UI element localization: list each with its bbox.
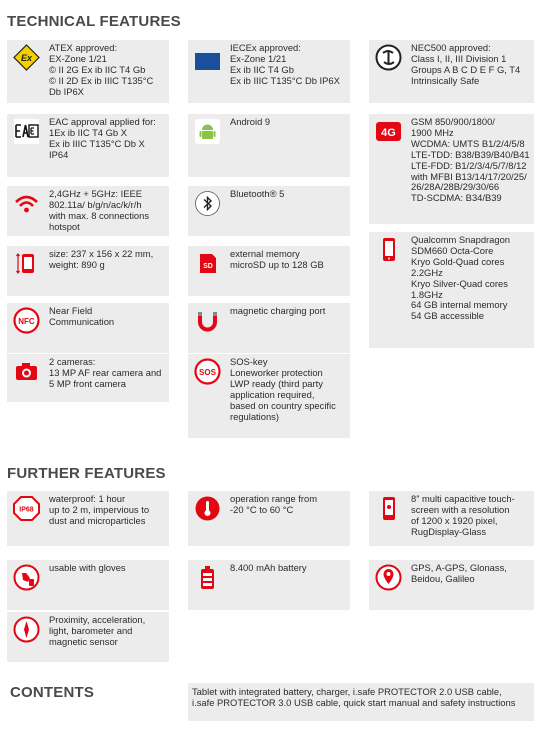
iecex-logo-icon bbox=[194, 44, 221, 71]
technical-feature-text bbox=[49, 43, 165, 98]
technical-feature-card bbox=[7, 186, 169, 236]
technical-feature-line: TD-SCDMA: B34/B39 bbox=[411, 192, 502, 204]
technical-feature-line: EX-Zone 1/21 bbox=[49, 52, 107, 64]
technical-feature-line: 2 cameras: bbox=[49, 356, 96, 367]
technical-feature-card bbox=[7, 354, 169, 402]
technical-feature-card bbox=[188, 114, 350, 177]
technical-feature-line: regulations) bbox=[230, 410, 279, 422]
further-feature-line: of 1200 x 1920 pixel, bbox=[411, 514, 498, 526]
technical-feature-card bbox=[369, 114, 534, 224]
technical-feature-line: hotspot bbox=[49, 220, 80, 232]
technical-feature-text bbox=[230, 249, 346, 271]
android-icon bbox=[194, 118, 221, 145]
technical-feature-text bbox=[411, 235, 530, 322]
further-feature-line: light, barometer and bbox=[49, 624, 133, 636]
technical-feature-line: 1.8GHz bbox=[411, 288, 443, 300]
technical-feature-text bbox=[49, 117, 165, 161]
technical-feature-line: Intrinsically Safe bbox=[411, 74, 480, 86]
technical-feature-line: Kryo Silver-Quad cores bbox=[411, 277, 508, 289]
technical-feature-text bbox=[230, 306, 346, 317]
thermometer-icon bbox=[194, 495, 221, 522]
glove-icon bbox=[13, 564, 40, 591]
technical-feature-card bbox=[188, 303, 350, 353]
further-feature-card bbox=[7, 560, 169, 610]
technical-feature-line: Qualcomm Snapdragon bbox=[411, 234, 511, 245]
further-feature-line: up to 2 m, impervious to bbox=[49, 503, 150, 515]
technical-feature-line: IECEx approved: bbox=[230, 42, 301, 53]
technical-feature-line: 5 MP front camera bbox=[49, 377, 126, 389]
technical-feature-line: 64 GB internal memory bbox=[411, 299, 508, 311]
technical-feature-line: Kryo Gold-Quad cores bbox=[411, 255, 505, 267]
technical-feature-line: 2.2GHz bbox=[411, 266, 443, 278]
further-feature-line: usable with gloves bbox=[49, 562, 126, 573]
technical-feature-line: Ex ib IIC T4 Gb bbox=[230, 63, 294, 75]
svg-text:SD: SD bbox=[203, 263, 213, 270]
camera-icon bbox=[13, 358, 40, 385]
touchscreen-icon bbox=[375, 495, 402, 522]
technical-feature-text bbox=[411, 117, 530, 204]
eac-ex-logo-icon bbox=[13, 118, 40, 145]
technical-feature-card bbox=[188, 354, 350, 438]
technical-feature-line: Loneworker protection bbox=[230, 366, 323, 378]
technical-feature-line: magnetic charging port bbox=[230, 305, 326, 316]
technical-feature-line: SOS-key bbox=[230, 356, 268, 367]
technical-feature-card bbox=[369, 40, 534, 103]
further-feature-text bbox=[49, 563, 165, 574]
further-feature-text bbox=[230, 494, 346, 516]
technical-feature-card bbox=[7, 40, 169, 103]
technical-feature-line: Communication bbox=[49, 315, 115, 327]
technical-feature-card bbox=[188, 40, 350, 103]
technical-feature-line: Bluetooth® 5 bbox=[230, 188, 285, 199]
svg-text:Ex: Ex bbox=[20, 53, 33, 63]
technical-feature-line: 13 MP AF rear camera and bbox=[49, 366, 162, 378]
technical-feature-line: Near Field bbox=[49, 305, 93, 316]
technical-feature-text bbox=[230, 43, 346, 87]
further-feature-line: Beidou, Galileo bbox=[411, 572, 475, 584]
technical-feature-card bbox=[369, 232, 534, 348]
nfc-icon bbox=[13, 307, 40, 334]
svg-text:SOS: SOS bbox=[199, 368, 216, 377]
technical-feature-line: © II 2D Ex ib IIIC T135°C bbox=[49, 74, 154, 86]
further-feature-line: 8.400 mAh battery bbox=[230, 562, 307, 573]
ip68-icon bbox=[13, 495, 40, 522]
technical-feature-text bbox=[230, 189, 346, 200]
technical-feature-line: © II 2G Ex ib IIC T4 Gb bbox=[49, 63, 146, 75]
bluetooth-icon bbox=[194, 190, 221, 217]
further-feature-card bbox=[7, 491, 169, 546]
technical-feature-line: LTE-FDD: B1/2/3/4/5/7/8/12 bbox=[411, 159, 527, 171]
technical-feature-line: 802.11a/ b/g/n/ac/k/r/h bbox=[49, 198, 142, 210]
technical-feature-text bbox=[230, 357, 346, 422]
further-feature-card bbox=[188, 491, 350, 546]
svg-text:4G: 4G bbox=[381, 127, 396, 139]
technical-feature-line: with MFBI B13/14/17/20/25/ bbox=[411, 170, 527, 182]
further-feature-line: magnetic sensor bbox=[49, 635, 118, 647]
technical-feature-line: ATEX approved: bbox=[49, 42, 118, 53]
further-feature-line: RugDisplay-Glass bbox=[411, 525, 487, 537]
technical-feature-line: Class I, II, III Division 1 bbox=[411, 52, 507, 64]
contents-box bbox=[188, 683, 534, 721]
csa-logo-icon bbox=[375, 44, 402, 71]
technical-feature-line: weight: 890 g bbox=[49, 258, 105, 270]
technical-feature-card bbox=[188, 246, 350, 296]
further-features-heading: FURTHER FEATURES bbox=[7, 465, 166, 482]
technical-feature-line: NEC500 approved: bbox=[411, 42, 491, 53]
technical-feature-text bbox=[49, 189, 165, 233]
technical-feature-line: 1900 MHz bbox=[411, 126, 454, 138]
svg-text:NFC: NFC bbox=[18, 317, 35, 326]
further-feature-text bbox=[411, 563, 530, 585]
technical-feature-line: SDM660 Octa-Core bbox=[411, 244, 494, 256]
technical-feature-line: based on country specific bbox=[230, 399, 336, 411]
further-feature-line: -20 °C to 60 °C bbox=[230, 503, 294, 515]
further-feature-line: operation range from bbox=[230, 493, 318, 504]
technical-feature-line: Ex-Zone 1/21 bbox=[230, 52, 287, 64]
technical-feature-card bbox=[7, 303, 169, 353]
technical-feature-line: IP64 bbox=[49, 148, 69, 160]
technical-feature-text bbox=[411, 43, 530, 87]
contents-line: i.safe PROTECTOR 3.0 USB cable, quick start manual and safety instructions bbox=[192, 696, 516, 708]
technical-feature-line: Ex ib IIIC T135°C Db X bbox=[49, 137, 145, 149]
technical-feature-line: 1Ex ib IIC T4 Gb X bbox=[49, 126, 127, 138]
technical-feature-line: 54 GB accessible bbox=[411, 310, 484, 322]
technical-feature-card bbox=[188, 186, 350, 236]
sd-card-icon bbox=[194, 250, 221, 277]
further-feature-line: screen with a resolution bbox=[411, 503, 510, 515]
further-feature-line: dust and microparticles bbox=[49, 514, 146, 526]
ex-atex-icon bbox=[13, 44, 40, 71]
technical-feature-line: microSD up to 128 GB bbox=[230, 258, 324, 270]
further-feature-card bbox=[369, 560, 534, 610]
technical-feature-line: with max. 8 connections bbox=[49, 209, 150, 221]
size-weight-icon bbox=[13, 250, 40, 277]
technical-feature-line: LWP ready (third party bbox=[230, 377, 323, 389]
technical-features-heading: TECHNICAL FEATURES bbox=[7, 13, 181, 30]
technical-feature-text bbox=[49, 306, 165, 328]
further-feature-line: Proximity, acceleration, bbox=[49, 614, 146, 625]
battery-icon bbox=[194, 564, 221, 591]
further-feature-card bbox=[7, 612, 169, 662]
technical-feature-line: 2,4GHz + 5GHz: IEEE bbox=[49, 188, 143, 199]
contents-heading: CONTENTS bbox=[10, 684, 95, 701]
technical-feature-line: EAC approval applied for: bbox=[49, 116, 156, 127]
sos-icon bbox=[194, 358, 221, 385]
gps-icon bbox=[375, 564, 402, 591]
contents-line: Tablet with integrated battery, charger, i.safe PROTECTOR 2.0 USB cable, bbox=[192, 686, 502, 697]
magnet-icon bbox=[194, 307, 221, 334]
technical-feature-line: 26/28A/28B/29/30/66 bbox=[411, 181, 500, 193]
technical-feature-line: Ex ib IIIC T135°C Db IP6X bbox=[230, 74, 340, 86]
4g-icon bbox=[375, 118, 402, 145]
further-feature-card bbox=[369, 491, 534, 546]
further-feature-text bbox=[411, 494, 530, 538]
cpu-phone-icon bbox=[375, 236, 402, 263]
technical-feature-line: GSM 850/900/1800/ bbox=[411, 116, 495, 127]
technical-feature-line: WCDMA: UMTS B1/2/4/5/8 bbox=[411, 137, 525, 149]
svg-text:IP68: IP68 bbox=[19, 506, 34, 514]
technical-feature-line: Db IP6X bbox=[49, 85, 84, 97]
technical-feature-line: application required, bbox=[230, 388, 315, 400]
technical-feature-line: LTE-TDD: B38/B39/B40/B41 bbox=[411, 148, 530, 160]
technical-feature-line: external memory bbox=[230, 248, 300, 259]
technical-feature-line: Android 9 bbox=[230, 116, 271, 127]
further-feature-text bbox=[230, 563, 346, 574]
further-feature-card bbox=[188, 560, 350, 610]
further-feature-line: waterproof: 1 hour bbox=[49, 493, 126, 504]
technical-feature-card bbox=[7, 246, 169, 296]
further-feature-line: 8” multi capacitive touch- bbox=[411, 493, 515, 504]
technical-feature-card bbox=[7, 114, 169, 177]
technical-feature-text bbox=[49, 249, 165, 271]
technical-feature-text bbox=[230, 117, 346, 128]
further-feature-text bbox=[49, 494, 165, 527]
technical-feature-line: Groups A B C D E F G, T4 bbox=[411, 63, 521, 75]
technical-feature-text bbox=[49, 357, 165, 390]
wifi-icon bbox=[13, 190, 40, 217]
further-feature-line: GPS, A-GPS, Glonass, bbox=[411, 562, 507, 573]
technical-feature-line: size: 237 x 156 x 22 mm, bbox=[49, 248, 154, 259]
compass-sensor-icon bbox=[13, 616, 40, 643]
further-feature-text bbox=[49, 615, 165, 648]
